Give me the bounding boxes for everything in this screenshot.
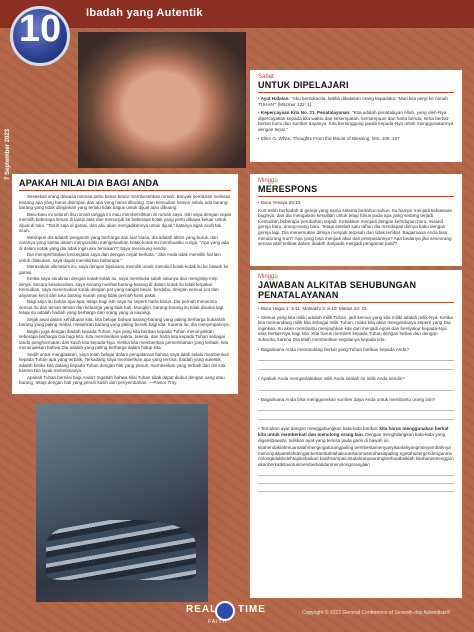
header-bar <box>0 0 474 28</box>
merespons-body: Kurt telah berbadah di gereja yang sama selama bertahun-tahun. Itu hampir menjadi kebiasaan baginya, dan dia mengalami kesulitan untuk tetap fokus pada apa yang sedang terjadi. Kemudian beberapa perubahan terjadi. Kebaktian menjadi dengan kehidupan baru, inisiatif gereja baru, orang-orang baru. Tetapi setelah satu tahun dia mendapati dirinya kaku dengan gereja lagi. Dia menemukan dirinya menjadi terpisah dan tidak terlibat. Bagaimana Anda bisa mendorong Kurt? Apa yang bisa menjadi akar dari pelepasannya? Apa bedanya jika seseorang secara aktif terlibat dalam ibadah daripada menjadi pengamat pasif? <box>258 207 453 247</box>
senin-intro: • Semua yang kita miliki adalah milik Tuhan, jadi semua yang kita miliki adalah milik-Nya. Ketika kita memandang milik kita sebagai milik Tuhan, maka kita akan mengelolanya seperti yang Dia inginkan. Itu akan membantu menjauhkan kita dari menjadi egois dan bersyukur kepada-Nya atas berkat-Nya bagi kita. Kita harus memberi kepada Tuhan dengan bebas dan dengan sukacita, karena Dia telah memberikan segalanya kepada kita. <box>258 314 453 342</box>
answer-line[interactable] <box>258 475 454 476</box>
senin-rule <box>258 302 454 303</box>
senin-ref: • Baca Hagai 1: 3-11; Maleakhi 3: 8-10; Matius 23: 23. <box>258 306 368 311</box>
senin-question: • Apakah Anda memperlakukan milik Anda seolah itu milik Anda sendiri? <box>258 376 405 382</box>
senin-panel <box>250 270 462 598</box>
answer-line[interactable] <box>258 491 454 492</box>
logo-sub-text: FAITH <box>208 619 228 625</box>
merespons-heading: MERESPONS <box>258 184 318 194</box>
merespons-kicker: Minggu <box>258 178 278 184</box>
puzzle-letters: kitahendaklahmuamalahmengingatorangpaling pemberitamenyanyikanlahyangmenyembahnya menunjukkantelahdenganbertambahlahakuutusanmuserahasiapaling ngetahuitergendenganmenolongtidakbolehtapikebaikan kasihsampaicintalahtanpaorangberbuatbaiklah kitaharusmenggunakanberkatkitauntukmemberkatidanmenolongoranglain <box>258 445 454 467</box>
senin-kicker: Minggu <box>258 274 278 280</box>
senin-question: • Bagaimana Anda memandang berkat yang Tuhan berikan kepada Anda? <box>258 346 410 352</box>
logo-left-text: REAL <box>186 604 218 615</box>
sabat-rule <box>258 92 454 93</box>
date-vertical <box>2 70 16 180</box>
article-panel <box>12 174 238 394</box>
answer-line[interactable] <box>258 369 454 370</box>
merespons-ref: • Baca Yesaya 29:13. <box>258 200 302 205</box>
sabat-item: • Ayat Hafalan: “Aku bersukacita, ketika dikatakan orang kepadaku: ‘Mari kita pergi ke rumah TUHAN’” (Mazmur 122: 1). <box>258 96 448 107</box>
senin-heading: JAWABAN ALKITAB SEHUBUNGAN PENATALAYANAN <box>258 280 417 300</box>
answer-line[interactable] <box>258 419 454 420</box>
sabat-heading: UNTUK DIPELAJARI <box>258 80 349 90</box>
answer-line[interactable] <box>258 390 454 391</box>
puzzle-instruction: • Temukan ayat dengan menggabungkan kata-kata berikut: kita harus menggunakan berkat kita untuk memberkati dan menolong orang lain. Dengan menghilangkan kata-kata yang digarisbawahi, tuliskan ayat yang tersisa pada garis di bawah ini. <box>258 426 449 443</box>
merespons-rule <box>258 196 454 197</box>
sabat-item: • Ellen G. White, Thoughts From the Mount of Blessing, hlm. 106, 107 <box>258 135 400 141</box>
sabat-item: • Kepercayaan Kita No. 21, Penatalayanan: “Kita adalah penatalayan Allah, yang oleh-Nya dipercayakan kepada kita waktu dan kesempatan, kemampuan dan harta benda, serta berkat-berkat bumi dan sumber dayanya. Kita bertanggung jawab kepada-Nya untuk menggunakannya dengan tepat.” <box>258 110 454 132</box>
date-text: 7 September 2023 <box>5 128 11 180</box>
logo-circle-icon <box>215 601 235 621</box>
sabat-panel <box>250 70 462 162</box>
lesson-title: Ibadah yang Autentik <box>86 7 203 19</box>
answer-line[interactable] <box>258 483 454 484</box>
sabat-kicker: Sabat <box>258 74 274 80</box>
article-heading: APAKAH NILAI DIA BAGI ANDA <box>19 178 159 188</box>
photo-detail <box>46 520 196 580</box>
article-body: Seseekali orang dewasa merasa perlu benar-benar membersihkan rumah. Banyak pemikiran melintas tentang apa yang harus disimpan dan apa yang harus dibuang. Dan kemudian hampir selalu ada barang-barang yang tidak diinginkan yang terlalu tidak bagus untuk dijual atau dibuang. Baru-baru ini seluruh ibu rumah tangga ini mau membersihkan isi rumah saya. Istri saya dengan cepat memilih beberapa lemari di lantai atas dan menunjuk ke beberapa kotak yang perlu dibawa keluar untuk dijual di toko. “Taruh saja di garasi, dan aku akan menjadikannya untuk dijual,” katanya agak acuh tak acuh. Meskipun dia adalah pengantin yang berharga dan luar biasa, dia adalah aktris yang buruk, dan caranya yang santai dalam menyuruhku mengeluarkan kotak-kotak itu membuatku curiga. “Apa yang ada di dalam kotak yang dia tidak ingin aku temukan?” Saya merenung sendiri. Dia memperhatikan kecurigaan saya dan dengan cepat berkata, “Jika Anda tidak memiliki hal lain untuk dilakukan, saya dapat memikirkan beberapa.” Merasakan ultimatum itu, saya dengan bijaksana memilih untuk memikul kotak-kotak itu ke bawah ke garasi. Ketika saya sendirian dengan kotak-kotak itu, saya membuka salah satunya dan mengintip-intip isinya. Secara keseluruhan, saya senang melihat barang-barang di dalam kotak itu tidak terpakai. Kemudian, saya menemukan kotak dengan pot yang sangat besar, berdebu, dengan semua pot dan anyaman kecil dari toko barang murah yang tidak pernah kami pakai. Bagi saya itu bukan apa-apa, tetapi bagi istri saya itu seperti harta karun. Dia pernah menerima semua itu dari teman-teman dan keluarga yang baik hati. Mungkin, barang-barang itu tidak disukai lagi, tetapi itu adalah hadiah yang berharga dari orang yang ia sayangi. Sejak awal dalam kehidupan kita, kita belajar bahwa barang-barang yang paling berharga bukanlah barang yang paling mahal, melainkan barang yang paling berarti bagi kita. Karena itu, dia menyimpannya. Begitu juga dengan ibadah kepada Tuhan. Apa yang kita berikan kepada Tuhan menunjukkan seberapa berharga Dia bagi kita. Kita memberikan waktu, talenta, dan harta kita kepada Tuhan sebagai tanda penghormatan dan kasih kita kepada-Nya. Ketika kita memberikan persembahan yang terbaik, kita menunjukkan bahwa Dia adalah yang paling berharga dalam hidup kita. Sedih untuk mengatakan, saya telah belajar dalam pengalaman bahwa saya tidak selalu memberikan kepada Tuhan apa yang terbaik. Terkadang saya memberikan apa yang tersisa. Ibadah yang autentik adalah ketika kita datang kepada Tuhan dengan hati yang penuh, memberikan yang terbaik dari diri kita, karena Dia layak menerimanya. Apakah Tuhan bernilai bagi Anda? Ingatlah bahwa nilai Tuhan tidak dapat diukur dengan uang atau barang, tetapi dengan hati yang penuh kasih dan penyembahan. —Pastor Troy. <box>19 194 231 385</box>
boy-portrait-photo <box>78 32 246 168</box>
logo-right-text: TIME <box>238 604 266 615</box>
answer-line[interactable] <box>258 410 454 411</box>
copyright-text: Copyright © 2022 General Conference of Seventh-day Adventists® <box>302 610 451 616</box>
senin-question: • Bagaimana Anda bisa menggunakan sumber daya Anda untuk membantu orang lain? <box>258 396 436 402</box>
merespons-panel <box>250 174 462 266</box>
lesson-number: 10 <box>18 8 62 50</box>
answer-line[interactable] <box>258 360 454 361</box>
article-rule <box>19 190 231 191</box>
